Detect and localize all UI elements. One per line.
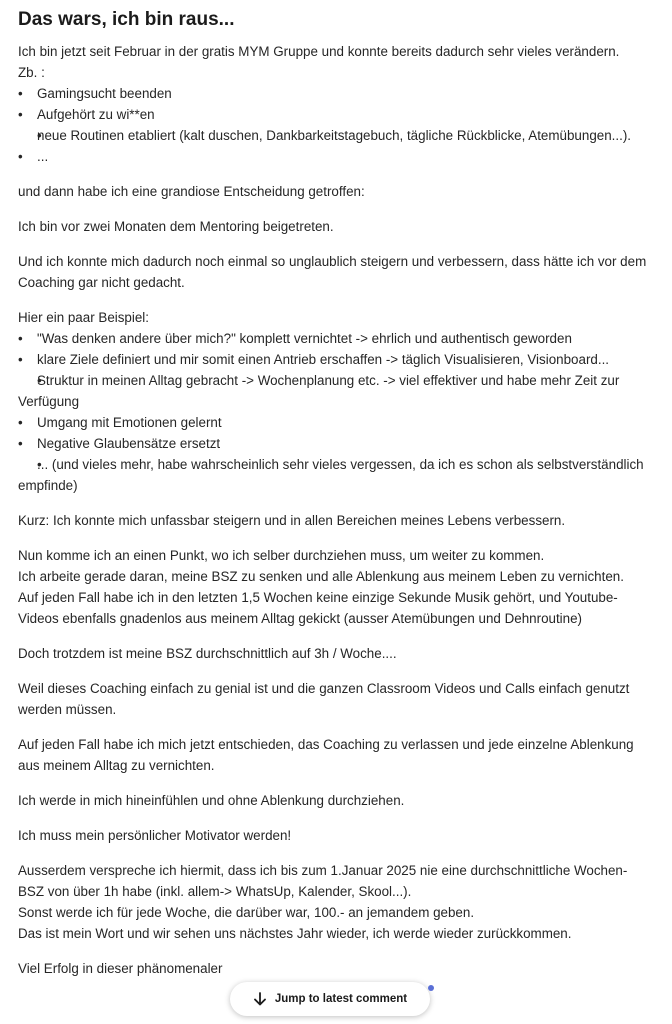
list-item: • ... (und vieles mehr, habe wahrscheinlich sehr vieles vergessen, da ich es schon als selbstverständlich empfinde): [18, 454, 648, 496]
jump-button-label: Jump to latest comment: [274, 993, 408, 1005]
paragraph: Und ich konnte mich dadurch noch einmal so unglaublich steigern und verbessern, dass hätte ich vor dem Coaching gar nicht gedacht.: [18, 254, 650, 290]
notification-dot: [428, 985, 434, 991]
list-item: • klare Ziele definiert und mir somit einen Antrieb erschaffen -> täglich Visualisieren, Visionboard...: [18, 349, 648, 370]
list-item: • Struktur in meinen Alltag gebracht -> Wochenplanung etc. -> viel effektiver und habe mehr Zeit zur Verfügung: [18, 370, 648, 412]
paragraph: Doch trotzdem ist meine BSZ durchschnittlich auf 3h / Woche....: [18, 646, 397, 661]
list-item: • Umgang mit Emotionen gelernt: [18, 412, 648, 433]
list-item: • Gamingsucht beenden: [18, 83, 648, 104]
paragraph: und dann habe ich eine grandiose Entscheidung getroffen:: [18, 184, 365, 199]
paragraph: Kurz: Ich konnte mich unfassbar steigern und in allen Bereichen meines Lebens verbessern.: [18, 513, 566, 528]
list-item: • "Was denken andere über mich?" komplett vernichtet -> ehrlich und authentisch geworden: [18, 328, 648, 349]
examples-intro: Hier ein paar Beispiel:: [18, 310, 149, 325]
paragraph: Auf jeden Fall habe ich mich jetzt entschieden, das Coaching zu verlassen und jede einzelne Ablenkung aus meinem Alltag zu vernichten.: [18, 737, 638, 773]
list-item: • ...: [18, 146, 648, 167]
examples-block: [18, 307, 648, 496]
paragraph: Ausserdem verspreche ich hiermit, dass ich bis zum 1.Januar 2025 nie eine durchschnittliche Wochen- BSZ von über 1h habe (inkl. allem-> WhatsUp, Kalender, Skool...). Sonst werde ich für jede Woche, die darüber war, 100.- an jemandem geben. Das ist mein Wort und wir sehen uns nächstes Jahr wieder, ich werde wieder zurückkommen.: [18, 863, 628, 941]
list-item: • neue Routinen etabliert (kalt duschen, Dankbarkeitstagebuch, tägliche Rückblicke, Atemübungen...).: [18, 125, 648, 146]
post-title: Das wars, ich bin raus...: [18, 9, 235, 30]
paragraph: Weil dieses Coaching einfach zu genial ist und die ganzen Classroom Videos und Calls einfach genutzt werden müssen.: [18, 681, 634, 717]
list-item: • Aufgehört zu wi**en: [18, 104, 648, 125]
achievements-list: [18, 83, 648, 167]
paragraph: Nun komme ich an einen Punkt, wo ich selber durchziehen muss, um weiter zu kommen. Ich arbeite gerade daran, meine BSZ zu senken und alle Ablenkung aus meinem Leben zu vernichten. Auf jeden Fall habe ich in den letzten 1,5 Wochen keine einzige Sekunde Musik gehört, und Youtube-Videos ebenfalls gnadenlos aus meinem Alltag gekickt (ausser Atemübungen und Dehnroutine): [18, 548, 624, 626]
intro-block: [18, 41, 648, 167]
paragraph: Viel Erfolg in dieser phänomenaler: [18, 961, 223, 976]
intro-paragraph: Ich bin jetzt seit Februar in der gratis MYM Gruppe und konnte bereits dadurch sehr vieles verändern. Zb. :: [18, 44, 620, 80]
paragraph: Ich bin vor zwei Monaten dem Mentoring beigetreten.: [18, 219, 334, 234]
paragraph: Ich werde in mich hineinfühlen und ohne Ablenkung durchziehen.: [18, 793, 405, 808]
post-body: [18, 41, 648, 979]
list-item: • Negative Glaubensätze ersetzt: [18, 433, 648, 454]
arrow-down-icon: [253, 992, 267, 1006]
jump-to-latest-comment-button[interactable]: [230, 982, 430, 1016]
examples-list: [18, 328, 648, 496]
paragraph: Ich muss mein persönlicher Motivator werden!: [18, 828, 292, 843]
